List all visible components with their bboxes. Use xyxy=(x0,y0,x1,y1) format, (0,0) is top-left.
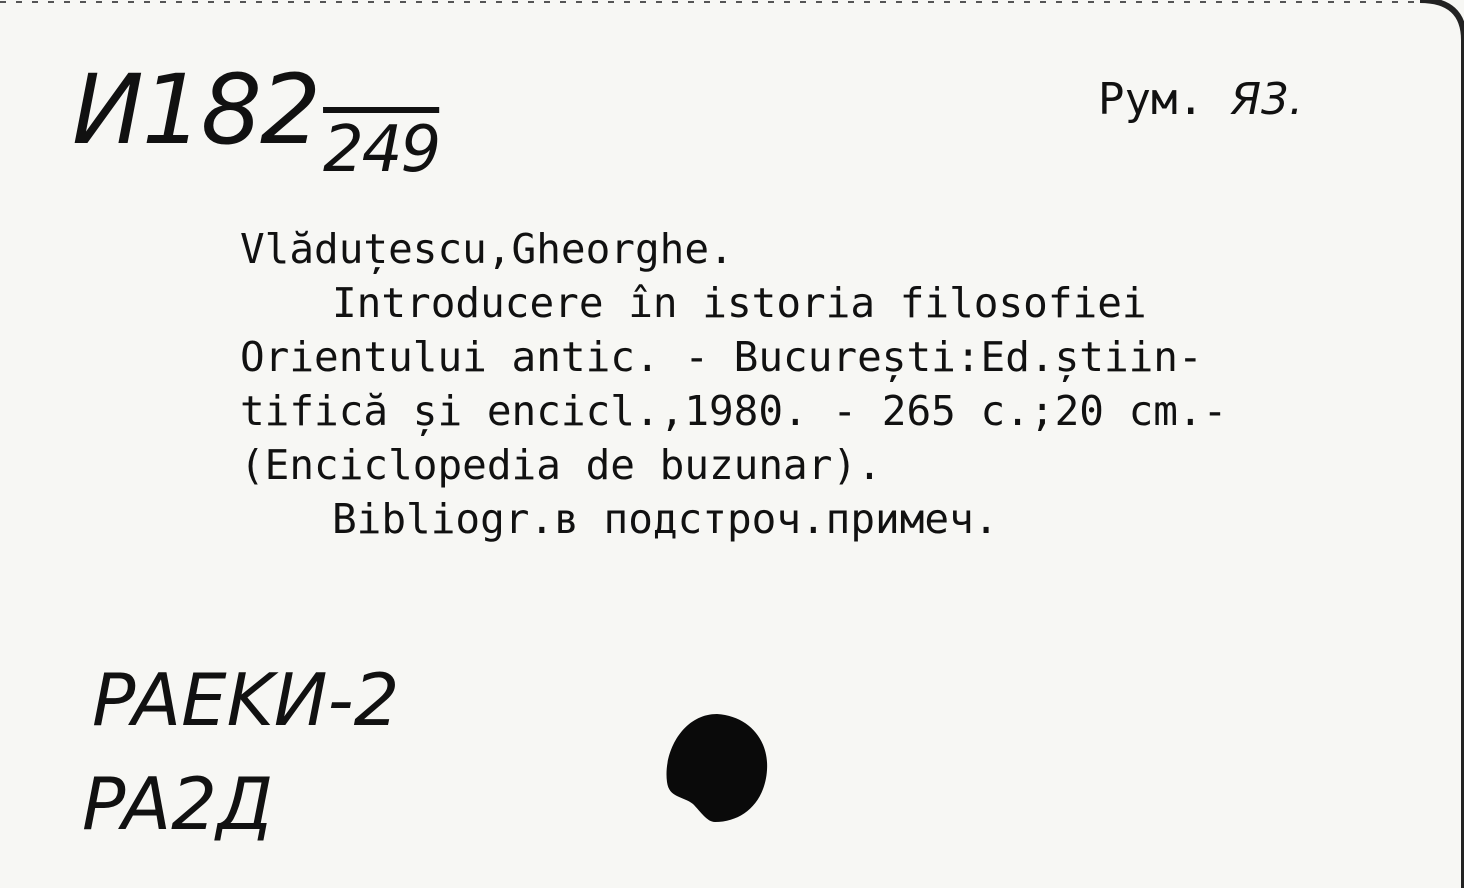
entry-author: Vlăduțescu,Gheorghe. xyxy=(240,225,734,273)
entry-imprint-line: Orientului antic. - București:Ed.știin- xyxy=(240,333,1203,381)
entry-series-line: (Enciclopedia de buzunar). xyxy=(240,441,882,489)
punch-hole xyxy=(663,712,771,824)
location-code: PAEKИ-2 xyxy=(92,658,400,742)
entry-title-line: Introducere în istoria filosofiei xyxy=(332,279,1147,327)
language-abbrev: Рум. xyxy=(1098,74,1204,125)
shelf-mark-main: И182 xyxy=(72,54,320,166)
language-label xyxy=(1098,74,1304,125)
entry-notes-line: Bibliogr.в подстроч.примеч. xyxy=(332,495,999,543)
location-code: PA2Д xyxy=(82,762,274,846)
shelf-mark-sub: 249 xyxy=(323,113,440,187)
entry-imprint-line: tifică și encicl.,1980. - 265 c.;20 cm.- xyxy=(240,387,1228,435)
language-year: Я3. xyxy=(1230,74,1304,125)
bibliographic-entry xyxy=(240,222,1227,546)
shelf-mark xyxy=(72,54,440,187)
